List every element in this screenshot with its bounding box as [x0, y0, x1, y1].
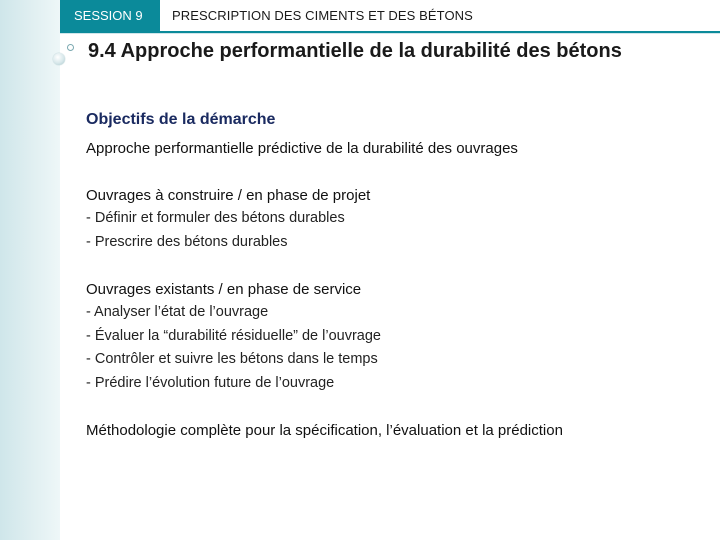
slide-title: 9.4 Approche performantielle de la durabilité des bétons — [88, 40, 622, 62]
list-item: - Définir et formuler des bétons durables — [86, 210, 345, 226]
left-sidebar-band — [0, 0, 60, 540]
intro-text: Approche performantielle prédictive de la durabilité des ouvrages — [86, 139, 518, 157]
session-tab: SESSION 9 — [60, 0, 160, 31]
course-title: PRESCRIPTION DES CIMENTS ET DES BÉTONS — [172, 8, 473, 23]
objectives-heading: Objectifs de la démarche — [86, 111, 276, 128]
title-rule — [60, 33, 720, 34]
list-item: - Prédire l’évolution future de l’ouvrage — [86, 374, 335, 391]
sphere-bullet-icon — [53, 53, 65, 65]
slide-content — [86, 108, 706, 442]
list-item: - Contrôler et suivre les bétons dans le temps — [86, 351, 378, 367]
list-item: - Analyser l’état de l’ouvrage — [86, 304, 269, 320]
circle-outline-icon — [67, 44, 74, 51]
list-item: - Évaluer la “durabilité résiduelle” de l’ouvrage — [86, 327, 381, 344]
list-item: - Prescrire des bétons durables — [86, 233, 288, 250]
conclusion-text: Méthodologie complète pour la spécification, l’évaluation et la prédiction — [86, 421, 563, 439]
section-existing-heading: Ouvrages existants / en phase de service — [86, 280, 362, 298]
section-new-heading: Ouvrages à construire / en phase de projet — [86, 186, 371, 204]
